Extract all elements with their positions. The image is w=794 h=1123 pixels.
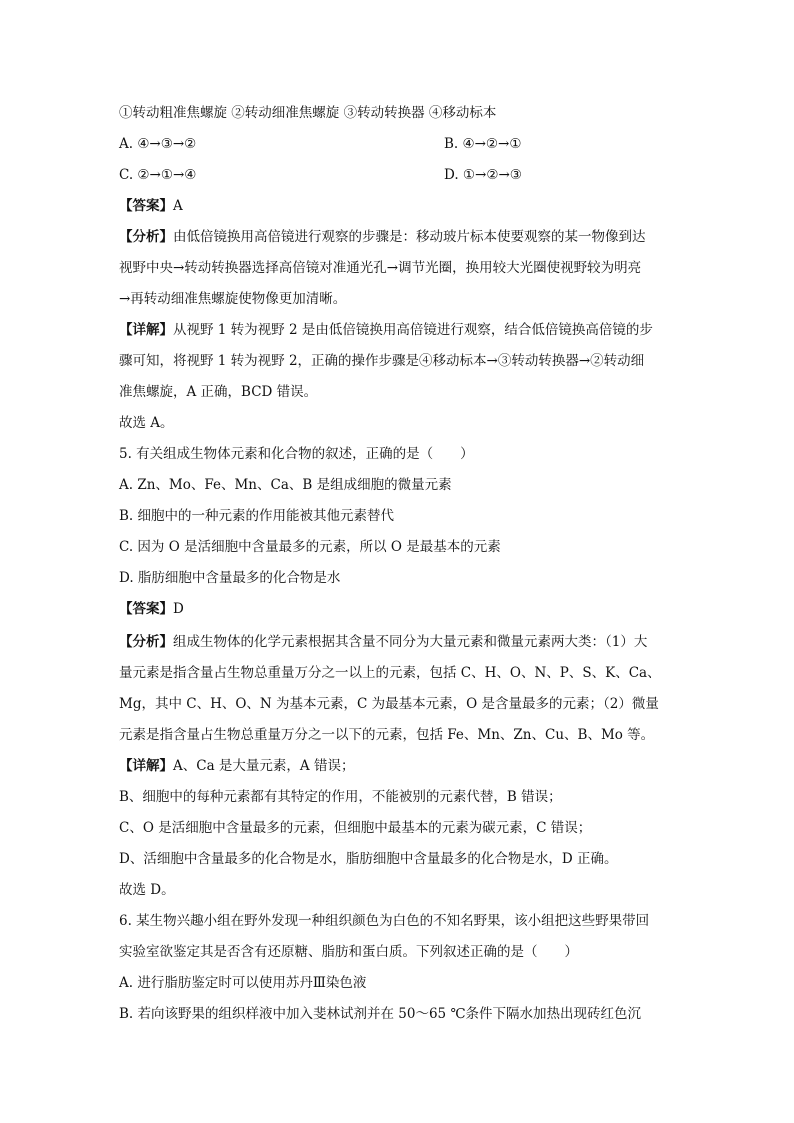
- q5-option-a: A. Zn、Mo、Fe、Mn、Ca、B 是组成细胞的微量元素: [119, 477, 452, 493]
- q4-answer: [119, 197, 183, 215]
- q5-option-b: B. 细胞中的一种元素的作用能被其他元素替代: [119, 508, 395, 524]
- q5-analysis-line-2: 量元素是指含量占生物总重量万分之一以上的元素，包括 C、H、O、N、P、S、K、Ca、: [119, 665, 661, 681]
- q4-option-b: B. ④→②→①: [444, 136, 522, 152]
- q4-detail-line-2: 骤可知，将视野 1 转为视野 2，正确的操作步骤是④移动标本→③转动转换器→②转动细: [119, 353, 645, 369]
- q4-option-a: A. ④→③→②: [119, 136, 197, 152]
- q6-option-b: B. 若向该野果的组织样液中加入斐林试剂并在 50～65 ℃条件下隔水加热出现砖红色沉: [119, 1006, 642, 1022]
- q4-analysis-line-2: 视野中央→转动转换器选择高倍镜对准通光孔→调节光圈，换用较大光圈使视野较为明亮: [119, 260, 642, 276]
- analysis-tag: 【分析】: [119, 229, 173, 245]
- q5-analysis-line-3: Mg，其中 C、H、O、N 为基本元素，C 为最基本元素，O 是含量最多的元素；（2）微量: [119, 696, 659, 712]
- q5-option-c: C. 因为 O 是活细胞中含量最多的元素，所以 O 是最基本的元素: [119, 539, 501, 555]
- q6-stem-line-1: 6. 某生物兴趣小组在野外发现一种组织颜色为白色的不知名野果，该小组把这些野果带回: [119, 913, 650, 929]
- q4-option-c: C. ②→①→④: [119, 167, 197, 183]
- q5-option-d: D. 脂肪细胞中含量最多的化合物是水: [119, 570, 341, 586]
- analysis-text: 组成生物体的化学元素根据其含量不同分为大量元素和微量元素两大类：（1）大: [173, 634, 648, 650]
- q4-analysis-line-3: →再转动细准焦螺旋使物像更加清晰。: [119, 291, 347, 307]
- question-4-items: ①转动粗准焦螺旋 ②转动细准焦螺旋 ③转动转换器 ④移动标本: [119, 105, 497, 121]
- q5-analysis-line-4: 元素是指含量占生物总重量万分之一以下的元素，包括 Fe、Mn、Zn、Cu、B、Mo 等。: [119, 727, 655, 743]
- q5-detail-line-1: [119, 757, 354, 775]
- q4-detail-line-3: 准焦螺旋，A 正确，BCD 错误。: [119, 384, 318, 400]
- analysis-text: 由低倍镜换用高倍镜进行观察的步骤是：移动玻片标本使要观察的某一物像到达: [173, 229, 646, 245]
- q4-analysis-line-1: [119, 228, 646, 246]
- detail-tag: 【详解】: [119, 322, 173, 338]
- answer-tag: 【答案】: [119, 601, 173, 617]
- q5-analysis-line-1: [119, 633, 647, 651]
- q6-option-a: A. 进行脂肪鉴定时可以使用苏丹Ⅲ染色液: [119, 975, 367, 991]
- q6-stem-line-2: 实验室欲鉴定其是否含有还原糖、脂肪和蛋白质。下列叙述正确的是（ ）: [119, 944, 578, 960]
- answer-tag: 【答案】: [119, 198, 173, 214]
- q5-answer: [119, 600, 184, 618]
- q5-detail-line-2: B、细胞中的每种元素都有其特定的作用，不能被别的元素代替，B 错误；: [119, 789, 562, 805]
- detail-text: A、Ca 是大量元素，A 错误；: [173, 758, 355, 774]
- answer-value: A: [173, 198, 183, 214]
- q4-conclusion: 故选 A。: [119, 415, 174, 431]
- detail-tag: 【详解】: [119, 758, 173, 774]
- q5-detail-line-3: C、O 是活细胞中含量最多的元素，但细胞中最基本的元素为碳元素，C 错误；: [119, 820, 592, 836]
- detail-text: 从视野 1 转为视野 2 是由低倍镜换用高倍镜进行观察，结合低倍镜换高倍镜的步: [173, 322, 653, 338]
- q5-conclusion: 故选 D。: [119, 882, 175, 898]
- q4-option-d: D. ①→②→③: [444, 167, 522, 183]
- analysis-tag: 【分析】: [119, 634, 173, 650]
- q5-detail-line-4: D、活细胞中含量最多的化合物是水，脂肪细胞中含量最多的化合物是水，D 正确。: [119, 851, 618, 867]
- answer-value: D: [173, 601, 184, 617]
- q5-stem: 5. 有关组成生物体元素和化合物的叙述，正确的是（ ）: [119, 446, 474, 462]
- q4-detail-line-1: [119, 321, 653, 339]
